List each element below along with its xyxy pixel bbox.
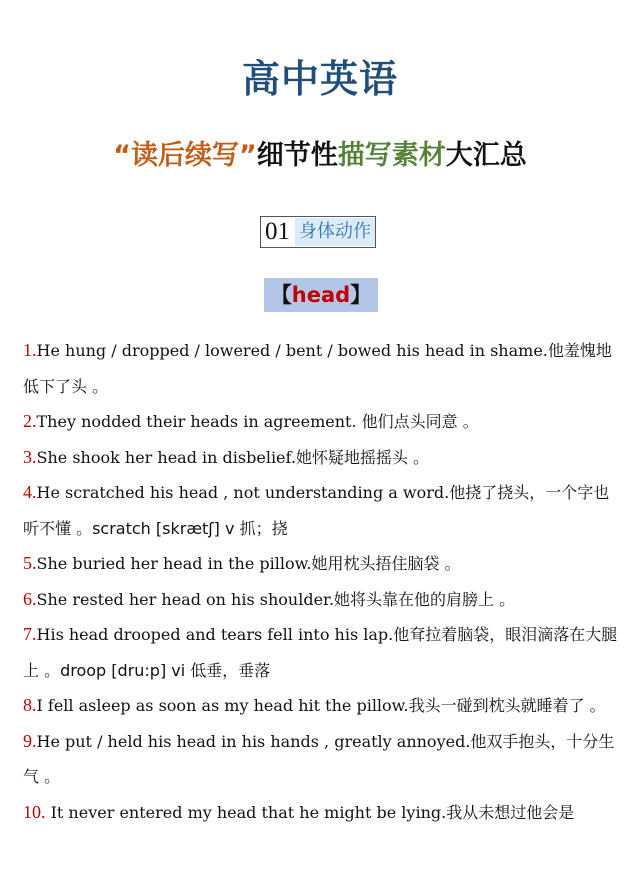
list-item	[23, 404, 623, 440]
item-english: She shook her head in disbelief.	[36, 447, 296, 467]
item-english: He put / held his head in his hands , greatly annoyed.	[36, 731, 471, 751]
keyword-word: head	[291, 283, 351, 307]
item-chinese: 她将头靠在他的肩膀上 。	[334, 589, 516, 609]
item-english: It never entered my head that he might be lying.	[50, 802, 447, 822]
item-number: 8.	[23, 695, 37, 715]
list-item	[23, 475, 623, 546]
list-item	[23, 795, 623, 831]
document-title: 高中英语	[241, 57, 398, 101]
item-number: 7.	[23, 624, 37, 644]
subtitle-part-3: 描写素材	[337, 140, 446, 171]
item-chinese: 他耷拉着脑袋，眼泪滴落在大腿上 。droop [dru:p] vi 低垂，垂落	[23, 625, 618, 680]
item-chinese: 我头一碰到枕头就睡着了 。	[408, 696, 606, 715]
item-english: She buried her head in the pillow.	[36, 554, 312, 573]
item-number: 10.	[23, 801, 46, 822]
item-number: 1.	[23, 340, 37, 360]
keyword-close-bracket: 】	[350, 283, 372, 307]
item-english: His head drooped and tears fell into his lap.	[36, 625, 394, 644]
item-number: 2.	[23, 411, 37, 431]
item-number: 3.	[23, 446, 37, 467]
section-number: 01	[265, 218, 290, 245]
section-label: 身体动作	[295, 218, 375, 246]
list-item	[23, 724, 623, 795]
item-chinese: 他们点头同意 。	[361, 412, 479, 431]
item-english: He scratched his head , not understanding a word.	[36, 483, 450, 502]
item-number: 6.	[23, 588, 37, 609]
keyword-heading	[264, 278, 378, 312]
subtitle-part-4: 大汇总	[445, 140, 527, 171]
item-english: I fell asleep as soon as my head hit the pillow.	[36, 696, 409, 715]
item-number: 9.	[23, 730, 37, 751]
section-heading	[260, 216, 376, 248]
item-chinese: 他双手抱头，十分生气 。	[23, 731, 615, 786]
item-english: She rested her head on his shoulder.	[36, 589, 335, 609]
list-item	[23, 333, 623, 404]
phrase-list	[23, 333, 623, 830]
subtitle-part-1: “读后续写”	[113, 140, 257, 171]
item-chinese: 他羞愧地低下了头 。	[23, 341, 612, 396]
item-chinese: 我从未想过他会是	[446, 802, 575, 822]
item-chinese: 他挠了挠头，一个字也听不懂 。scratch [skrætʃ] v 抓；挠	[23, 483, 610, 538]
item-english: They nodded their heads in agreement.	[36, 412, 357, 431]
list-item	[23, 688, 623, 724]
keyword-open-bracket: 【	[270, 283, 292, 307]
item-chinese: 她用枕头捂住脑袋 。	[311, 554, 461, 573]
list-item	[23, 617, 623, 688]
list-item	[23, 546, 623, 582]
subtitle-part-2: 细节性	[256, 140, 338, 171]
item-number: 5.	[23, 553, 37, 573]
document-subtitle	[0, 133, 640, 172]
item-number: 4.	[23, 482, 37, 502]
item-english: He hung / dropped / lowered / bent / bowed his head in shame.	[36, 341, 548, 360]
list-item	[23, 440, 623, 476]
list-item	[23, 582, 623, 618]
item-chinese: 她怀疑地摇摇头 。	[295, 447, 430, 467]
